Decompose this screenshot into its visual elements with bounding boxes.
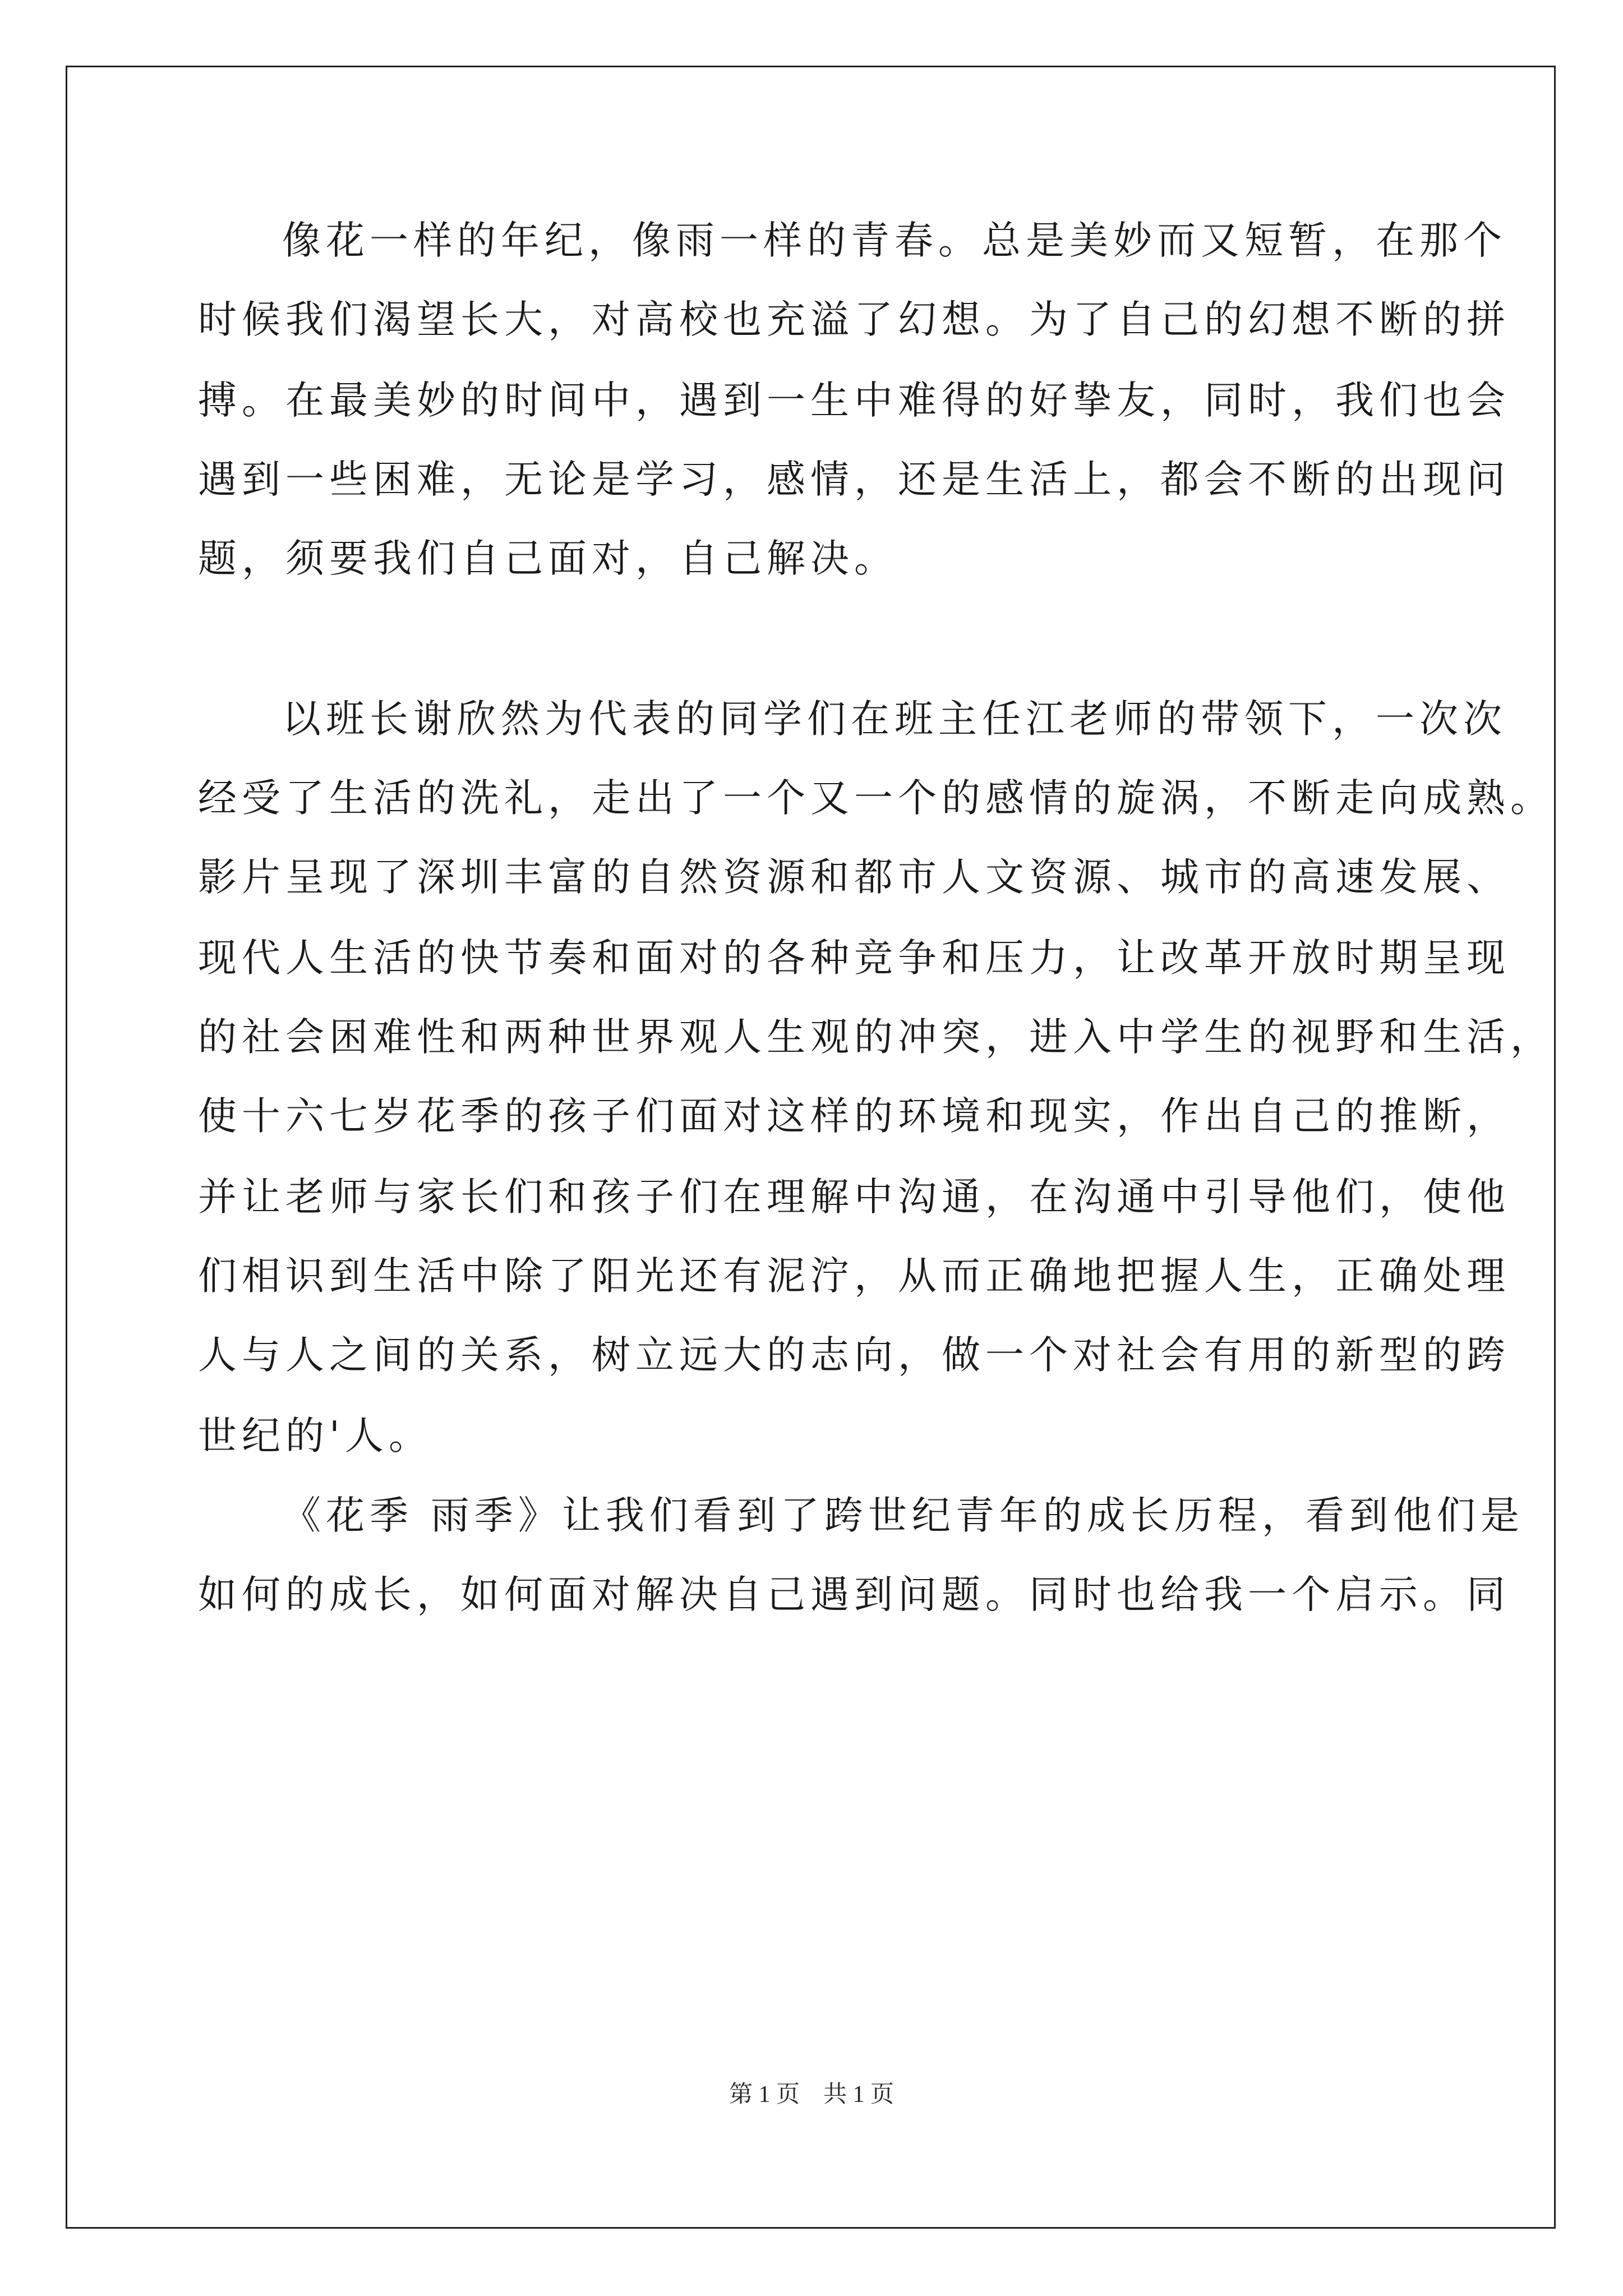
paragraph-line: 并让老师与家长们和孩子们在理解中沟通，在沟通中引导他们，使他 [198,1175,1510,1220]
paragraph-line: 人与人之间的关系，树立远大的志向，做一个对社会有用的新型的跨 [198,1333,1510,1378]
paragraph-line: 搏。在最美妙的时间中，遇到一生中难得的好挚友，同时，我们也会 [198,378,1510,423]
paragraph-line: 世纪的'人。 [198,1414,432,1458]
paragraph-line: 影片呈现了深圳丰富的自然资源和都市人文资源、城市的高速发展、 [198,855,1510,900]
paragraph-line: 以班长谢欣然为代表的同学们在班主任江老师的带领下，一次次 [282,697,1507,742]
paragraph-line: 《花季 雨季》让我们看到了跨世纪青年的成长历程，看到他们是 [282,1493,1524,1538]
paragraph-line: 们相识到生活中除了阳光还有泥泞，从而正确地把握人生，正确处理 [198,1254,1510,1299]
paragraph-line: 像花一样的年纪，像雨一样的青春。总是美妙而又短暂，在那个 [282,218,1507,263]
page-number-footer: 第 1 页 共 1 页 [728,2082,894,2108]
paragraph-line: 现代人生活的快节奏和面对的各种竞争和压力，让改革开放时期呈现 [198,936,1510,981]
paragraph-line: 时候我们渴望长大，对高校也充溢了幻想。为了自己的幻想不断的拼 [198,297,1510,342]
paragraph-line: 遇到一些困难，无论是学习，感情，还是生活上，都会不断的出现问 [198,457,1510,502]
paragraph-line: 使十六七岁花季的孩子们面对这样的环境和现实，作出自己的推断， [198,1094,1510,1139]
paragraph-line: 的社会困难性和两种世界观人生观的冲突，进入中学生的视野和生活， [198,1015,1554,1060]
paragraph-line: 如何的成长，如何面对解决自己遇到问题。同时也给我一个启示。同 [198,1572,1510,1617]
paragraph-line: 经受了生活的洗礼，走出了一个又一个的感情的旋涡，不断走向成熟。 [198,776,1554,821]
paragraph-line: 题，须要我们自己面对，自己解决。 [198,536,898,581]
